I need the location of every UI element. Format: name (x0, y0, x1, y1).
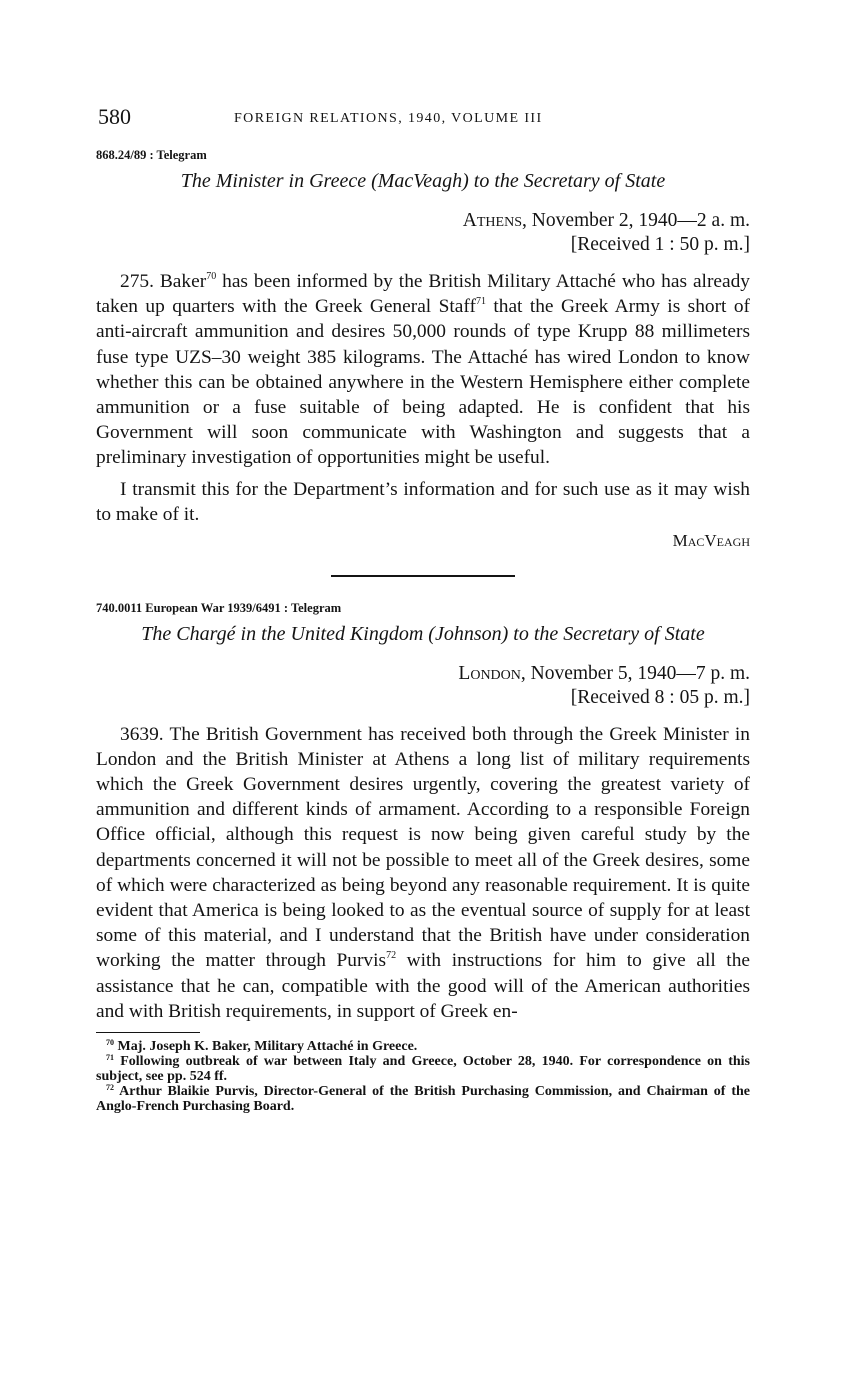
document-page (96, 98, 750, 1114)
body-paragraph (96, 722, 750, 1024)
footnote-reference[interactable]: 71 (475, 296, 486, 308)
telegram-macveagh (96, 148, 750, 551)
footnote-reference[interactable]: 70 (206, 271, 217, 282)
footnote (96, 1054, 750, 1084)
footnote-mark: 71 (106, 1053, 114, 1063)
body-paragraph: I transmit this for the Department’s information and for such use as it may wish to make of it. (96, 478, 750, 525)
paragraph-text: with instructions for him to give all the assistance that he can, compatible with the good will of the American authorities and with British requirements, in support of Greek en- (96, 950, 750, 1022)
section-separator (331, 575, 515, 577)
footnote (96, 1084, 750, 1114)
received-time: [Received 1 : 50 p. m.] (570, 234, 750, 255)
file-reference: 868.24/89 : Telegram (96, 148, 207, 162)
telegram-johnson (96, 601, 750, 1024)
footnote-text: Following outbreak of war between Italy and Greece, October 28, 1940. For correspondence on this subject, see pp. 524 ff. (96, 1054, 750, 1085)
footnote-mark: 70 (106, 1038, 114, 1048)
footnote-mark: 72 (106, 1083, 114, 1093)
footnote (96, 1039, 750, 1054)
footnote-text: Arthur Blaikie Purvis, Director-General of the British Purchasing Commission, and Chairman of the Anglo-French Purchasing Board. (96, 1084, 750, 1115)
place-name: Athens (462, 210, 522, 231)
footnote-text: Maj. Joseph K. Baker, Military Attaché in Greece. (114, 1039, 418, 1055)
paragraph-text: 275. Baker (120, 271, 207, 292)
signature: MacVeagh (672, 531, 750, 551)
date-text: , November 2, 1940—2 a. m. (521, 210, 750, 231)
place-name: London (458, 662, 521, 684)
footnote-rule (96, 1032, 200, 1033)
document-heading: The Minister in Greece (MacVeagh) to the Secretary of State (180, 170, 666, 192)
running-title: FOREIGN RELATIONS, 1940, VOLUME III (234, 111, 543, 126)
date-text: , November 5, 1940—7 p. m. (520, 662, 750, 684)
paragraph-text: that the Greek Army is short of anti-aircraft ammunition and desires 50,000 rounds of type Krupp 88 millimeters fuse type UZS–30 weight 385 kilograms. The Attaché has wired London to know whether this can be obtained anywhere in the Western Hemisphere either complete ammunition or a fuse suitable of being adapted. He is confident that his Government will soon communicate with Washington and suggests that a preliminary investigation of opportunities might be useful. (96, 296, 750, 469)
dateline (96, 209, 750, 257)
document-heading: The Chargé in the United Kingdom (Johnson) to the Secretary of State (141, 622, 705, 645)
file-reference: 740.0011 European War 1939/6491 : Telegram (96, 600, 342, 615)
footnote-reference[interactable]: 72 (386, 950, 397, 962)
paragraph-text: 3639. The British Government has received both through the Greek Minister in London and the British Minister at Athens a long list of military requirements which the Greek Government desires urgently, covering the greatest variety of ammunition and different kinds of armament. According to a responsible Foreign Office official, although this request is now being given careful study by the departments concerned it will not be possible to meet all of the Greek desires, some of which were characterized as being beyond any reasonable requirement. It is quite evident that America is being looked to as the eventual source of supply for at least some of this material, and I understand that the British have under consideration working the matter through Purvis (96, 723, 750, 972)
received-time: [Received 8 : 05 p. m.] (570, 686, 750, 708)
page-number: 580 (98, 104, 131, 129)
running-head (96, 98, 750, 140)
paragraph-text: has been informed by the British Military Attaché who has already taken up quarters with the Greek General Staff (96, 271, 750, 318)
body-paragraph (96, 269, 750, 471)
footnotes (96, 1039, 750, 1114)
dateline (96, 662, 750, 710)
